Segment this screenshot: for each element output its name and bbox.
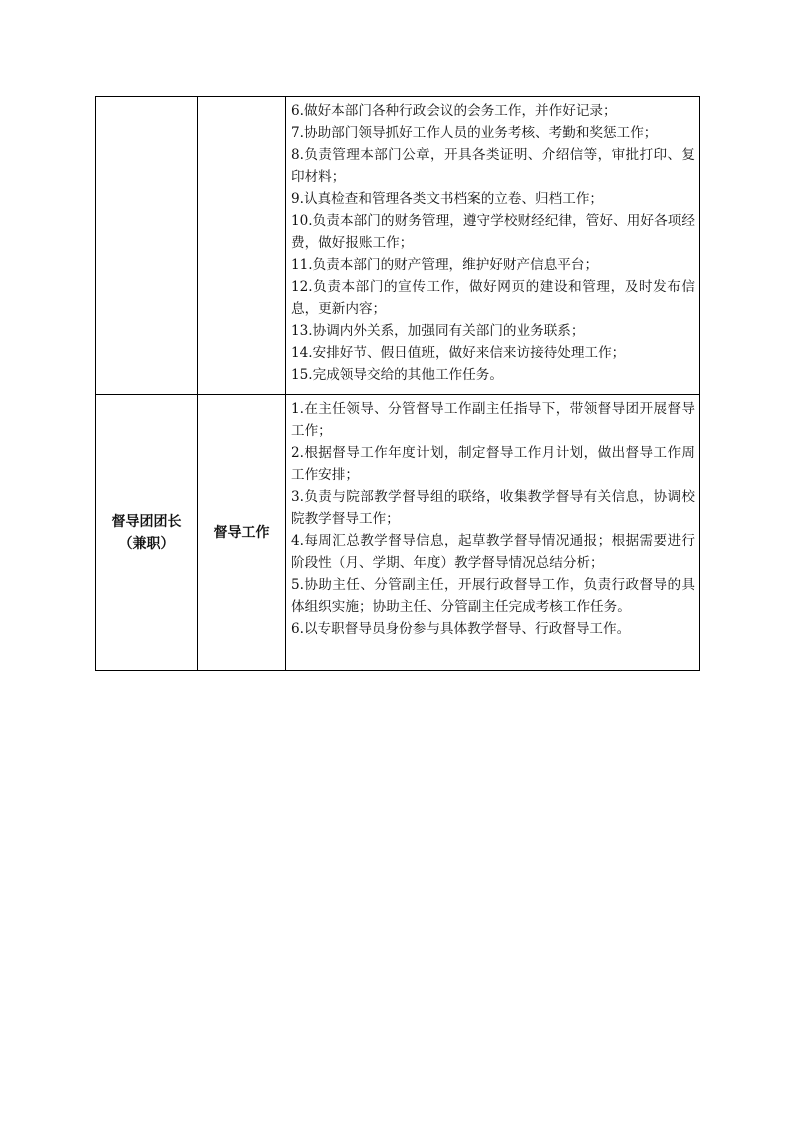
duties-cell — [286, 395, 700, 671]
duty-item: 14.安排好节、假日值班，做好来信来访接待处理工作； — [291, 345, 626, 361]
duty-item: 6.以专职督导员身份参与具体教学督导、行政督导工作。 — [291, 621, 631, 637]
duty-item: 15.完成领导交给的其他工作任务。 — [291, 367, 503, 383]
duty-item: 4.每周汇总教学督导信息，起草教学督导情况通报；根据需要进行阶段性（月、学期、年度）教学督导情况总结分析； — [291, 533, 695, 571]
duty-item: 5.协助主任、分管副主任，开展行政督导工作，负责行政督导的具体组织实施；协助主任、分管副主任完成考核工作任务。 — [291, 577, 695, 615]
role-cell-empty — [96, 97, 198, 395]
duty-item: 12.负责本部门的宣传工作，做好网页的建设和管理，及时发布信息，更新内容； — [291, 279, 695, 317]
role-cell — [96, 395, 198, 671]
duty-item: 2.根据督导工作年度计划，制定督导工作月计划，做出督导工作周工作安排； — [291, 445, 695, 483]
duties-cell — [286, 97, 700, 395]
duty-item: 7.协助部门领导抓好工作人员的业务考核、考勤和奖惩工作； — [291, 125, 658, 141]
duty-table — [95, 96, 700, 671]
duty-item: 6.做好本部门各种行政会议的会务工作，并作好记录； — [291, 103, 617, 119]
table-row — [96, 395, 700, 671]
duty-item: 8.负责管理本部门公章，开具各类证明、介绍信等，审批打印、复印材料； — [291, 147, 695, 185]
work-cell-empty — [198, 97, 286, 395]
role-note: （兼职） — [118, 535, 175, 552]
role-title: 督导团团长 — [111, 513, 182, 530]
duty-item: 13.协调内外关系，加强同有关部门的业务联系； — [291, 323, 585, 339]
duty-item: 3.负责与院部教学督导组的联络，收集教学督导有关信息，协调校院教学督导工作； — [291, 489, 695, 527]
table-row — [96, 97, 700, 395]
duty-item: 1.在主任领导、分管督导工作副主任指导下，带领督导团开展督导工作； — [291, 401, 695, 439]
duty-item: 11.负责本部门的财产管理，维护好财产信息平台； — [291, 257, 599, 273]
duty-item: 9.认真检查和管理各类文书档案的立卷、归档工作； — [291, 191, 604, 207]
duty-item: 10.负责本部门的财务管理，遵守学校财经纪律，管好、用好各项经费，做好报账工作； — [291, 213, 695, 251]
work-cell: 督导工作 — [198, 395, 286, 671]
